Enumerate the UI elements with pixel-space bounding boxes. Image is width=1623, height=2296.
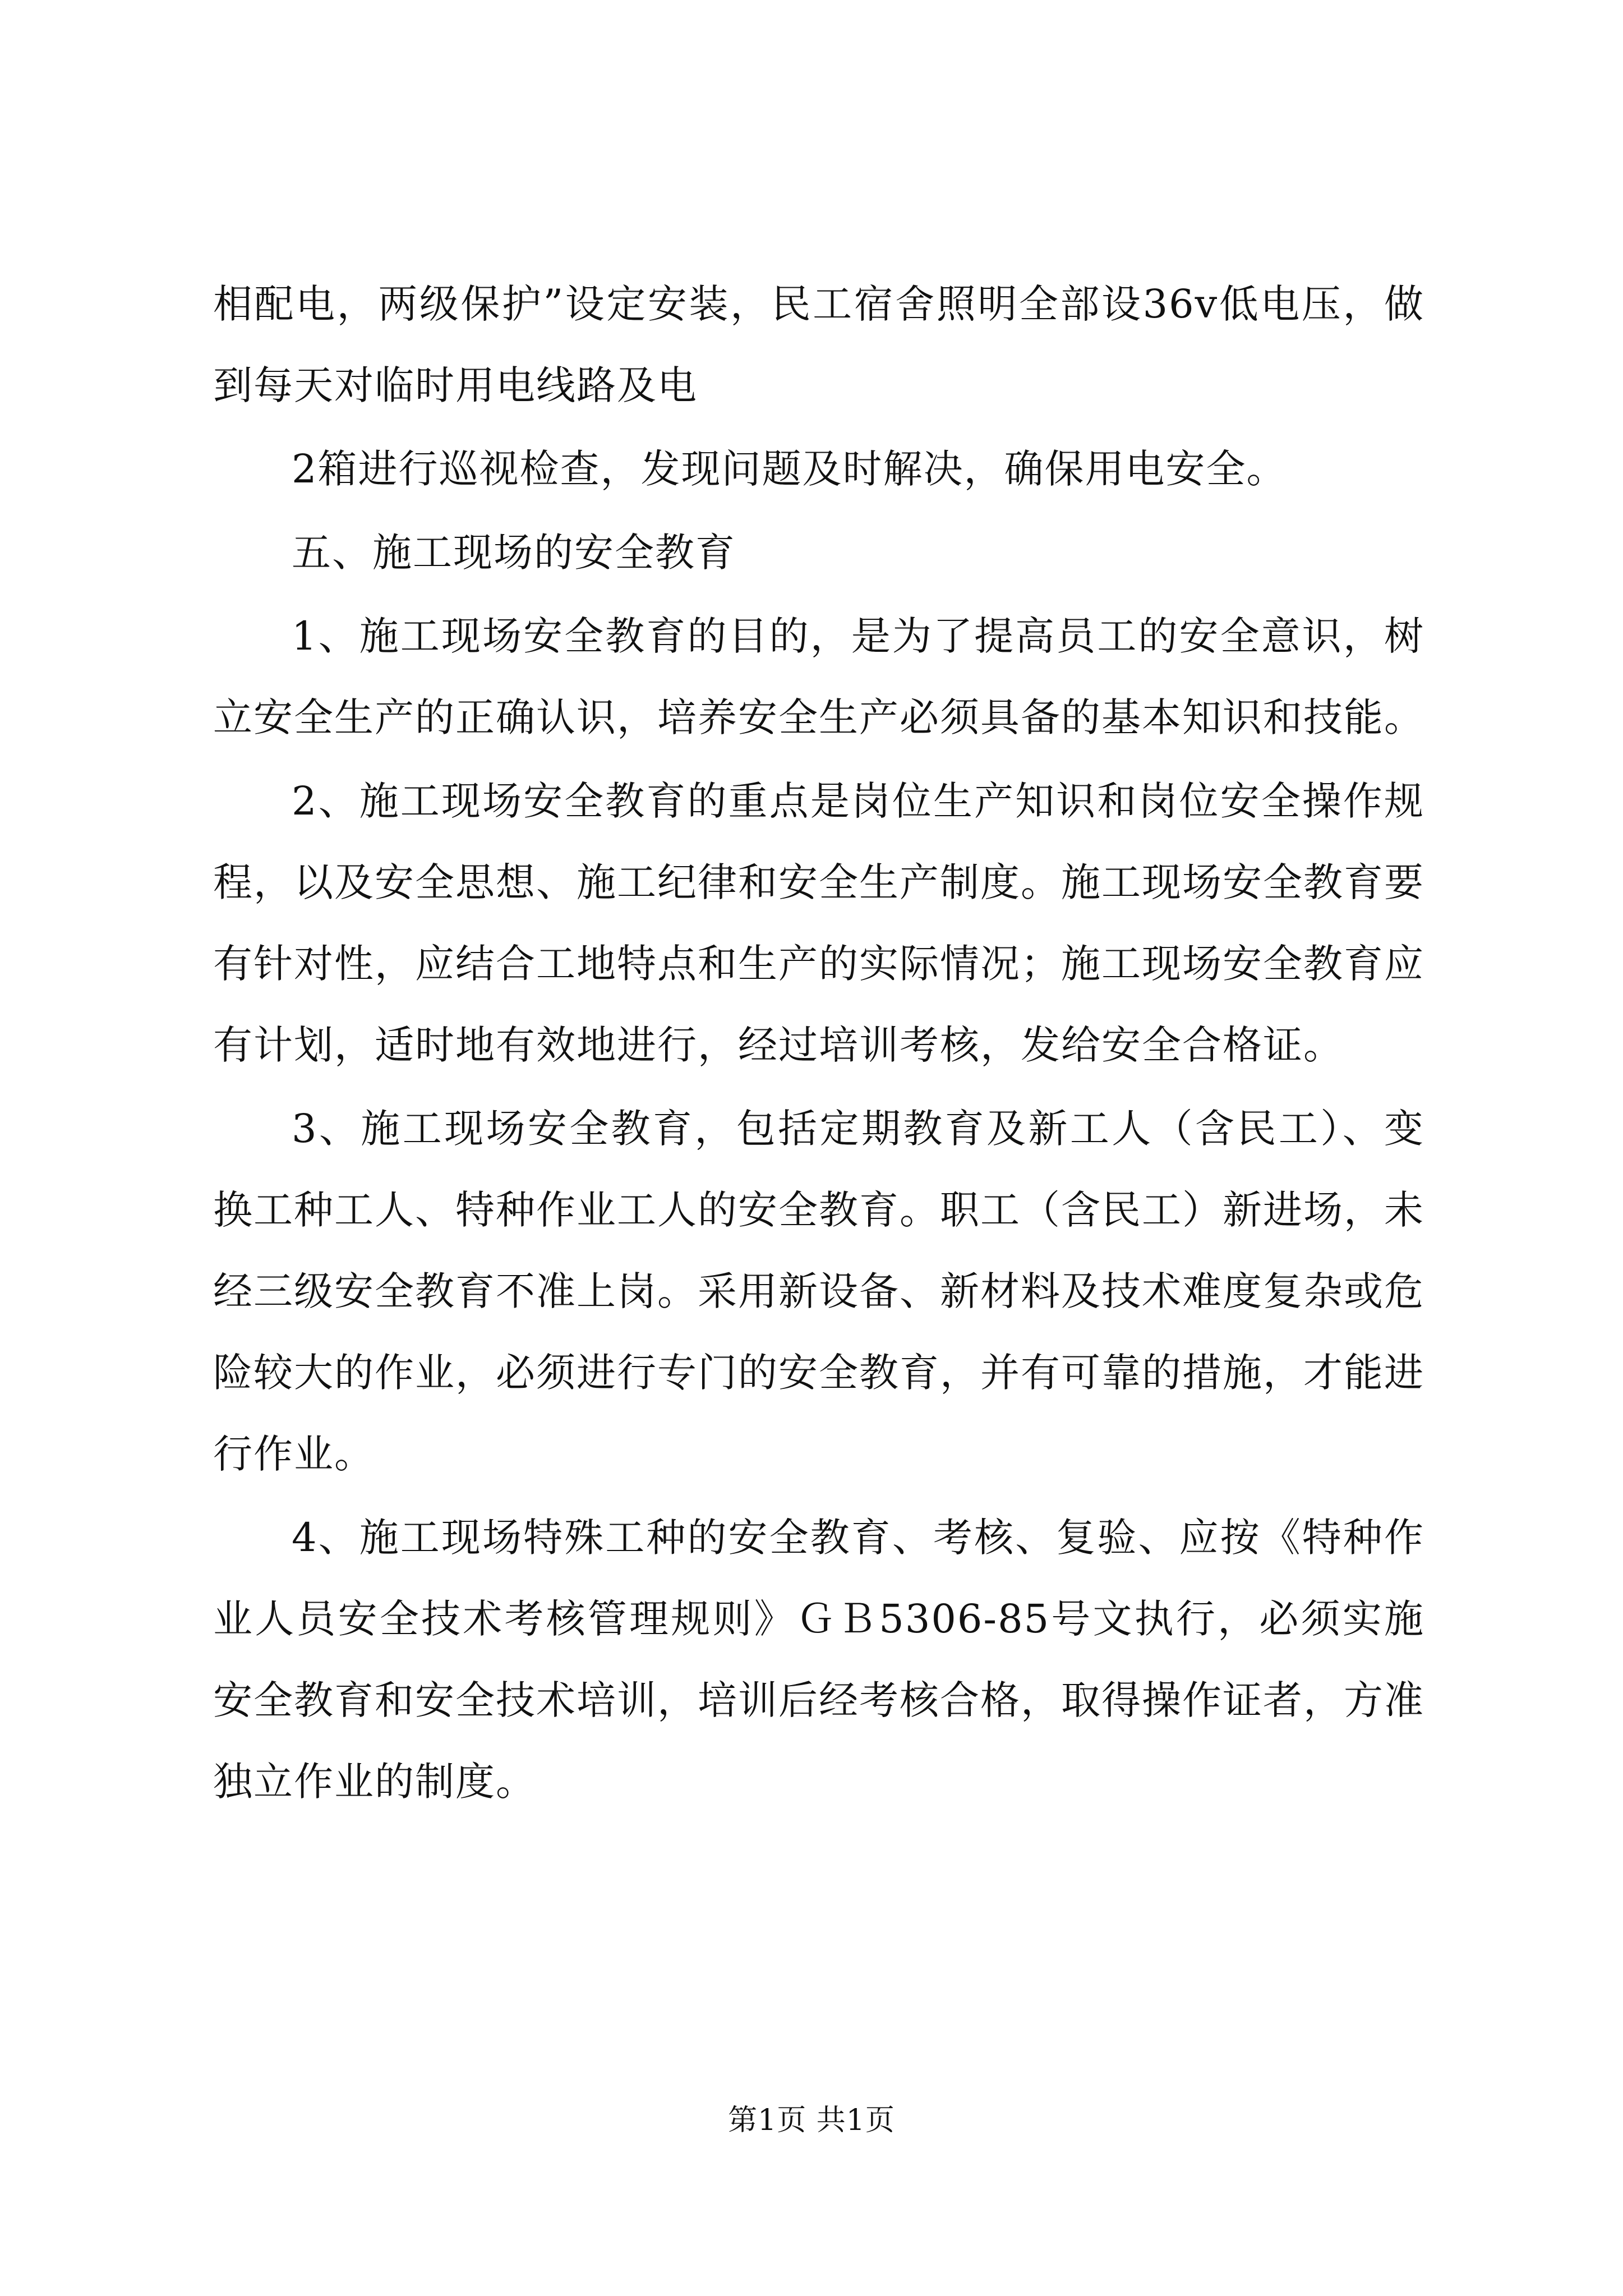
paragraph-continuation-2: 2箱进行巡视检查，发现问题及时解决，确保用电安全。 [292,446,1287,492]
document-body [213,264,1424,1823]
page-footer [0,2098,1623,2143]
paragraph-item-4: 4、施工现场特殊工种的安全教育、考核、复验、应按《特种作业人员安全技术考核管理规则》ＧＢ5306-85号文执行，必须实施安全教育和安全技术培训，培训后经考核合格，取得操作证者，方准独立作业的制度。 [213,1515,1424,1805]
section-heading: 五、施工现场的安全教育 [292,530,736,576]
paragraph-item-3: 3、施工现场安全教育，包括定期教育及新工人（含民工）、变换工种工人、特种作业工人的安全教育。职工（含民工）新进场，未经三级安全教育不准上岗。采用新设备、新材料及技术难度复杂或危险较大的作业，必须进行专门的安全教育，并有可靠的措施，才能进行作业。 [213,1106,1424,1477]
page-number-label: 第1页 共1页 [728,2104,895,2137]
paragraph-item-2: 2、施工现场安全教育的重点是岗位生产知识和岗位安全操作规程，以及安全思想、施工纪律和安全生产制度。施工现场安全教育要有针对性，应结合工地特点和生产的实际情况；施工现场安全教育应有计划，适时地有效地进行，经过培训考核，发给安全合格证。 [213,778,1424,1068]
paragraph-continuation: 相配电，两级保护”设定安装，民工宿舍照明全部设36v低电压，做到每天对临时用电线路及电 [213,281,1424,408]
paragraph-item-1: 1、施工现场安全教育的目的，是为了提高员工的安全意识，树立安全生产的正确认识，培养安全生产必须具备的基本知识和技能。 [213,613,1424,740]
